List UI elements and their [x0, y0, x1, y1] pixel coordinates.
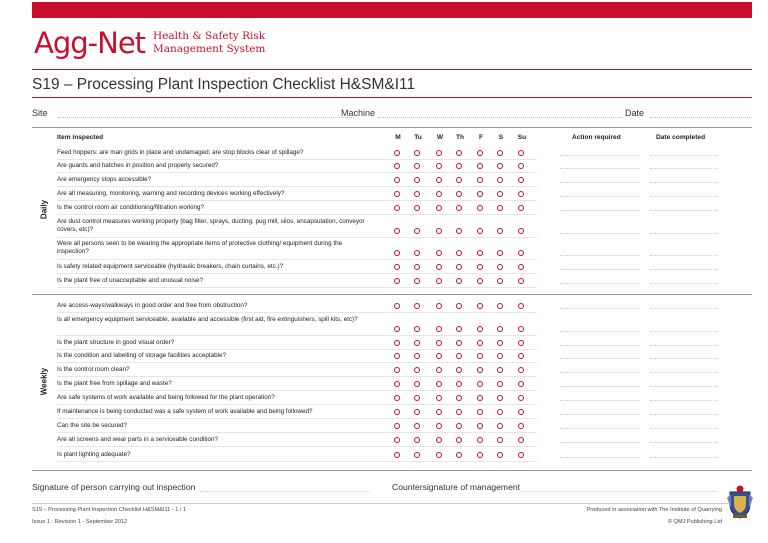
day-checkbox[interactable]: [456, 228, 462, 234]
checklist-question: Is the plant free of unacceptable and unusual noise?: [57, 277, 203, 284]
day-checkbox[interactable]: [414, 250, 420, 256]
day-checkbox[interactable]: [477, 278, 483, 284]
day-checkbox[interactable]: [436, 326, 442, 332]
date-field[interactable]: [650, 117, 752, 118]
date-label: Date: [625, 108, 645, 118]
day-checkbox[interactable]: [436, 340, 442, 346]
section-divider: [32, 294, 752, 295]
date-completed-field[interactable]: [650, 428, 718, 429]
day-checkbox[interactable]: [477, 228, 483, 234]
title-divider: [32, 97, 752, 98]
day-checkbox[interactable]: [456, 326, 462, 332]
day-checkbox[interactable]: [518, 381, 524, 387]
day-checkbox[interactable]: [394, 340, 400, 346]
day-header: Tu: [414, 134, 422, 141]
day-checkbox[interactable]: [477, 452, 483, 458]
day-checkbox[interactable]: [414, 353, 420, 359]
checklist-question: Are guards and hatches in position and properly secured?: [57, 162, 219, 169]
date-completed-field[interactable]: [650, 400, 718, 401]
day-checkbox[interactable]: [456, 303, 462, 309]
day-checkbox[interactable]: [394, 264, 400, 270]
checklist-question: Are dust control measures working properly (bag filter, sprays, ducting, pug mill, silos, encapsulation, conveyor covers, etc)?: [57, 218, 365, 233]
date-completed-field[interactable]: [650, 442, 718, 443]
day-checkbox[interactable]: [456, 381, 462, 387]
day-checkbox[interactable]: [518, 395, 524, 401]
day-checkbox[interactable]: [394, 191, 400, 197]
checklist-question: Is safety related equipment serviceable (hydraulic breakers, chain curtains, etc.)?: [57, 263, 284, 270]
day-checkbox[interactable]: [518, 437, 524, 443]
action-required-field[interactable]: [560, 372, 640, 373]
day-header: W: [436, 134, 444, 141]
top-red-bar: [32, 2, 752, 18]
row-divider: [57, 349, 537, 350]
day-header: Th: [455, 134, 465, 141]
day-checkbox[interactable]: [497, 340, 503, 346]
day-checkbox[interactable]: [477, 409, 483, 415]
date-completed-field[interactable]: [650, 372, 718, 373]
day-checkbox[interactable]: [414, 340, 420, 346]
checklist-question: Is the plant free from spillage and waste?: [57, 380, 172, 387]
row-divider: [57, 287, 537, 288]
checklist-question: Feed hoppers: are man grids in place and undamaged; are stop blocks clear of spillage?: [57, 149, 304, 156]
agg-net-logo: [34, 26, 265, 60]
row-divider: [57, 237, 537, 238]
row-divider: [57, 312, 537, 313]
day-checkbox[interactable]: [497, 423, 503, 429]
day-checkbox[interactable]: [414, 228, 420, 234]
date-completed-field[interactable]: [650, 233, 718, 234]
action-required-field[interactable]: [560, 457, 640, 458]
day-checkbox[interactable]: [414, 423, 420, 429]
date-completed-field[interactable]: [650, 269, 718, 270]
day-checkbox[interactable]: [477, 437, 483, 443]
day-header: M: [395, 134, 401, 141]
day-checkbox[interactable]: [456, 205, 462, 211]
day-checkbox[interactable]: [436, 423, 442, 429]
section-label-weekly: Weekly: [39, 367, 49, 396]
day-checkbox[interactable]: [436, 228, 442, 234]
action-required-field[interactable]: [560, 358, 640, 359]
day-checkbox[interactable]: [497, 205, 503, 211]
day-checkbox[interactable]: [414, 326, 420, 332]
row-divider: [57, 376, 537, 377]
day-header: S: [498, 134, 504, 141]
day-checkbox[interactable]: [456, 409, 462, 415]
day-checkbox[interactable]: [456, 423, 462, 429]
day-checkbox[interactable]: [456, 353, 462, 359]
day-checkbox[interactable]: [497, 264, 503, 270]
day-checkbox[interactable]: [477, 423, 483, 429]
day-checkbox[interactable]: [497, 278, 503, 284]
day-checkbox[interactable]: [394, 326, 400, 332]
row-divider: [57, 390, 537, 391]
day-checkbox[interactable]: [497, 326, 503, 332]
day-checkbox[interactable]: [477, 381, 483, 387]
day-checkbox[interactable]: [477, 340, 483, 346]
action-required-field[interactable]: [560, 308, 640, 309]
action-required-field[interactable]: [560, 210, 640, 211]
signature-label: Signature of person carrying out inspection: [32, 482, 196, 492]
day-checkbox[interactable]: [518, 326, 524, 332]
date-completed-field[interactable]: [650, 155, 718, 156]
day-checkbox[interactable]: [394, 353, 400, 359]
day-checkbox[interactable]: [477, 264, 483, 270]
date-completed-field[interactable]: [650, 210, 718, 211]
checklist-question: If maintenance is being conducted was a safe system of work available and being followed?: [57, 408, 313, 415]
day-checkbox[interactable]: [518, 278, 524, 284]
action-required-header: Action required: [572, 134, 621, 141]
day-checkbox[interactable]: [394, 409, 400, 415]
signature-field[interactable]: [200, 491, 370, 492]
machine-label: Machine: [341, 108, 376, 118]
day-checkbox[interactable]: [414, 303, 420, 309]
day-checkbox[interactable]: [456, 191, 462, 197]
action-required-field[interactable]: [560, 331, 640, 332]
footer-doc-ref: S19 – Processing Plant Inspection Checklist H&SM&I11 - 1 / 1: [32, 507, 187, 513]
day-checkbox[interactable]: [414, 381, 420, 387]
action-required-field[interactable]: [560, 428, 640, 429]
checklist-question: Is the control room clean?: [57, 366, 130, 373]
day-checkbox[interactable]: [518, 205, 524, 211]
action-required-field[interactable]: [560, 386, 640, 387]
day-checkbox[interactable]: [414, 367, 420, 373]
logo-tagline: [153, 30, 265, 56]
row-divider: [57, 418, 537, 419]
day-checkbox[interactable]: [497, 177, 503, 183]
site-label: Site: [32, 108, 48, 118]
day-checkbox[interactable]: [436, 437, 442, 443]
footer-association: Produced in association with The Institute of Quarrying: [586, 507, 722, 513]
row-divider: [57, 273, 537, 274]
day-checkbox[interactable]: [518, 177, 524, 183]
day-checkbox[interactable]: [497, 437, 503, 443]
action-required-field[interactable]: [560, 400, 640, 401]
day-checkbox[interactable]: [497, 353, 503, 359]
row-divider: [57, 335, 537, 336]
header-divider: [32, 69, 752, 70]
day-checkbox[interactable]: [497, 228, 503, 234]
day-checkbox[interactable]: [414, 191, 420, 197]
day-checkbox[interactable]: [394, 163, 400, 169]
day-checkbox[interactable]: [394, 205, 400, 211]
site-machine-date-row: [32, 108, 752, 122]
day-checkbox[interactable]: [414, 150, 420, 156]
day-checkbox[interactable]: [477, 326, 483, 332]
action-required-field[interactable]: [560, 196, 640, 197]
row-divider: [57, 432, 537, 433]
day-checkbox[interactable]: [414, 205, 420, 211]
date-completed-field[interactable]: [650, 331, 718, 332]
day-checkbox[interactable]: [456, 452, 462, 458]
day-checkbox[interactable]: [456, 163, 462, 169]
date-completed-field[interactable]: [650, 457, 718, 458]
day-checkbox[interactable]: [456, 250, 462, 256]
countersignature-label: Countersignature of management: [392, 482, 521, 492]
day-checkbox[interactable]: [518, 340, 524, 346]
action-required-field[interactable]: [560, 442, 640, 443]
row-divider: [57, 200, 537, 201]
day-checkbox[interactable]: [436, 205, 442, 211]
day-checkbox[interactable]: [497, 409, 503, 415]
footer-issue: Issue 1 : Revision 1 - September 2012: [32, 519, 128, 525]
countersignature-field[interactable]: [520, 491, 715, 492]
row-divider: [57, 172, 537, 173]
day-checkbox[interactable]: [518, 228, 524, 234]
day-checkbox[interactable]: [394, 395, 400, 401]
institute-crest-icon: [724, 484, 756, 520]
date-completed-field[interactable]: [650, 308, 718, 309]
date-completed-field[interactable]: [650, 358, 718, 359]
action-required-field[interactable]: [560, 233, 640, 234]
day-checkbox[interactable]: [456, 340, 462, 346]
day-checkbox[interactable]: [394, 367, 400, 373]
table-bottom-divider: [32, 470, 752, 471]
action-required-field[interactable]: [560, 255, 640, 256]
day-checkbox[interactable]: [497, 303, 503, 309]
checklist-question: Is the plant structure in good visual order?: [57, 339, 175, 346]
day-header: Su: [517, 134, 527, 141]
day-checkbox[interactable]: [456, 367, 462, 373]
date-completed-field[interactable]: [650, 182, 718, 183]
checklist-question: Is all emergency equipment serviceable, available and accessible (first aid, fire extinguishers, spill kits, etc)?: [57, 316, 358, 323]
day-checkbox[interactable]: [497, 452, 503, 458]
day-checkbox[interactable]: [456, 177, 462, 183]
day-checkbox[interactable]: [518, 409, 524, 415]
checklist-question: Are emergency stops accessible?: [57, 176, 152, 183]
day-checkbox[interactable]: [518, 367, 524, 373]
day-checkbox[interactable]: [518, 163, 524, 169]
day-checkbox[interactable]: [436, 303, 442, 309]
day-checkbox[interactable]: [436, 367, 442, 373]
day-checkbox[interactable]: [456, 395, 462, 401]
date-completed-field[interactable]: [650, 345, 718, 346]
day-checkbox[interactable]: [456, 150, 462, 156]
row-divider: [57, 259, 537, 260]
day-checkbox[interactable]: [436, 381, 442, 387]
day-checkbox[interactable]: [497, 381, 503, 387]
checklist-question: Are all screens and wear parts in a serviceable condition?: [57, 436, 219, 443]
page-title: S19 – Processing Plant Inspection Checklist H&SM&I11: [32, 76, 416, 93]
checklist-question: Are access-ways/walkways in good order and free from obstruction?: [57, 302, 248, 309]
day-checkbox[interactable]: [394, 177, 400, 183]
day-checkbox[interactable]: [497, 367, 503, 373]
day-checkbox[interactable]: [436, 150, 442, 156]
day-checkbox[interactable]: [497, 163, 503, 169]
day-checkbox[interactable]: [456, 278, 462, 284]
row-divider: [57, 362, 537, 363]
day-checkbox[interactable]: [414, 163, 420, 169]
row-divider: [57, 461, 537, 462]
day-header: F: [478, 134, 484, 141]
day-checkbox[interactable]: [394, 250, 400, 256]
day-checkbox[interactable]: [518, 264, 524, 270]
checklist-question: Are all measuring, monitoring, warning and recording devices working effectively?: [57, 190, 285, 197]
date-completed-field[interactable]: [650, 168, 718, 169]
day-checkbox[interactable]: [394, 423, 400, 429]
day-checkbox[interactable]: [497, 250, 503, 256]
day-checkbox[interactable]: [518, 353, 524, 359]
day-checkbox[interactable]: [436, 163, 442, 169]
logo-tagline-line1: Health & Safety Risk: [153, 30, 266, 42]
day-checkbox[interactable]: [414, 278, 420, 284]
date-completed-field[interactable]: [650, 414, 718, 415]
day-checkbox[interactable]: [477, 395, 483, 401]
action-required-field[interactable]: [560, 182, 640, 183]
checklist-question: Are safe systems of work available and being followed for the plant operation?: [57, 394, 275, 401]
date-completed-header: Date completed: [656, 134, 706, 141]
logo-wordmark: Agg-Net: [34, 25, 146, 60]
day-checkbox[interactable]: [497, 150, 503, 156]
fields-divider: [32, 127, 752, 128]
day-checkbox[interactable]: [477, 191, 483, 197]
date-completed-field[interactable]: [650, 255, 718, 256]
row-divider: [57, 214, 537, 215]
day-checkbox[interactable]: [436, 191, 442, 197]
day-checkbox[interactable]: [394, 303, 400, 309]
day-checkbox[interactable]: [414, 177, 420, 183]
day-checkbox[interactable]: [456, 437, 462, 443]
day-checkbox[interactable]: [414, 409, 420, 415]
day-checkbox[interactable]: [414, 437, 420, 443]
day-checkbox[interactable]: [394, 437, 400, 443]
day-checkbox[interactable]: [477, 150, 483, 156]
day-checkbox[interactable]: [436, 395, 442, 401]
footer-copyright: © QMJ Publishing Ltd: [667, 519, 722, 525]
row-divider: [57, 404, 537, 405]
day-checkbox[interactable]: [477, 205, 483, 211]
day-checkbox[interactable]: [518, 191, 524, 197]
day-checkbox[interactable]: [477, 163, 483, 169]
day-checkbox[interactable]: [394, 278, 400, 284]
day-checkbox[interactable]: [518, 303, 524, 309]
day-checkbox[interactable]: [394, 228, 400, 234]
row-divider: [57, 159, 537, 160]
day-checkbox[interactable]: [518, 250, 524, 256]
action-required-field[interactable]: [560, 414, 640, 415]
day-checkbox[interactable]: [436, 409, 442, 415]
item-inspected-header: Item inspected: [57, 134, 104, 141]
action-required-field[interactable]: [560, 168, 640, 169]
date-completed-field[interactable]: [650, 196, 718, 197]
day-checkbox[interactable]: [477, 250, 483, 256]
day-checkbox[interactable]: [477, 303, 483, 309]
day-checkbox[interactable]: [518, 452, 524, 458]
day-checkbox[interactable]: [436, 353, 442, 359]
action-required-field[interactable]: [560, 269, 640, 270]
day-checkbox[interactable]: [394, 150, 400, 156]
day-checkbox[interactable]: [436, 264, 442, 270]
section-label-daily: Daily: [39, 199, 49, 220]
day-checkbox[interactable]: [394, 381, 400, 387]
day-checkbox[interactable]: [497, 191, 503, 197]
checklist-question: Can the site be secured?: [57, 422, 128, 429]
day-checkbox[interactable]: [394, 452, 400, 458]
machine-field[interactable]: [378, 117, 622, 118]
day-checkbox[interactable]: [518, 423, 524, 429]
action-required-field[interactable]: [560, 155, 640, 156]
day-checkbox[interactable]: [414, 395, 420, 401]
day-checkbox[interactable]: [518, 150, 524, 156]
site-field[interactable]: [58, 117, 354, 118]
checklist-question: Is the control room air conditioning/filtration working?: [57, 204, 204, 211]
action-required-field[interactable]: [560, 345, 640, 346]
day-checkbox[interactable]: [477, 353, 483, 359]
date-completed-field[interactable]: [650, 283, 718, 284]
checklist-question: Is plant lighting adequate?: [57, 451, 131, 458]
checklist-question: Is the condition and labelling of storage facilities acceptable?: [57, 352, 227, 359]
day-checkbox[interactable]: [414, 452, 420, 458]
day-checkbox[interactable]: [436, 452, 442, 458]
row-divider: [57, 186, 537, 187]
date-completed-field[interactable]: [650, 386, 718, 387]
row-divider: [57, 446, 537, 447]
day-checkbox[interactable]: [436, 250, 442, 256]
day-checkbox[interactable]: [497, 395, 503, 401]
checklist-question: Were all persons seen to be wearing the appropriate items of protective clothing/ equipment during the inspection?: [57, 240, 343, 255]
day-checkbox[interactable]: [414, 264, 420, 270]
day-checkbox[interactable]: [477, 367, 483, 373]
action-required-field[interactable]: [560, 283, 640, 284]
day-checkbox[interactable]: [436, 278, 442, 284]
day-checkbox[interactable]: [456, 264, 462, 270]
footer-divider: [32, 503, 752, 504]
day-checkbox[interactable]: [477, 177, 483, 183]
logo-tagline-line2: Management System: [153, 43, 266, 55]
day-checkbox[interactable]: [436, 177, 442, 183]
